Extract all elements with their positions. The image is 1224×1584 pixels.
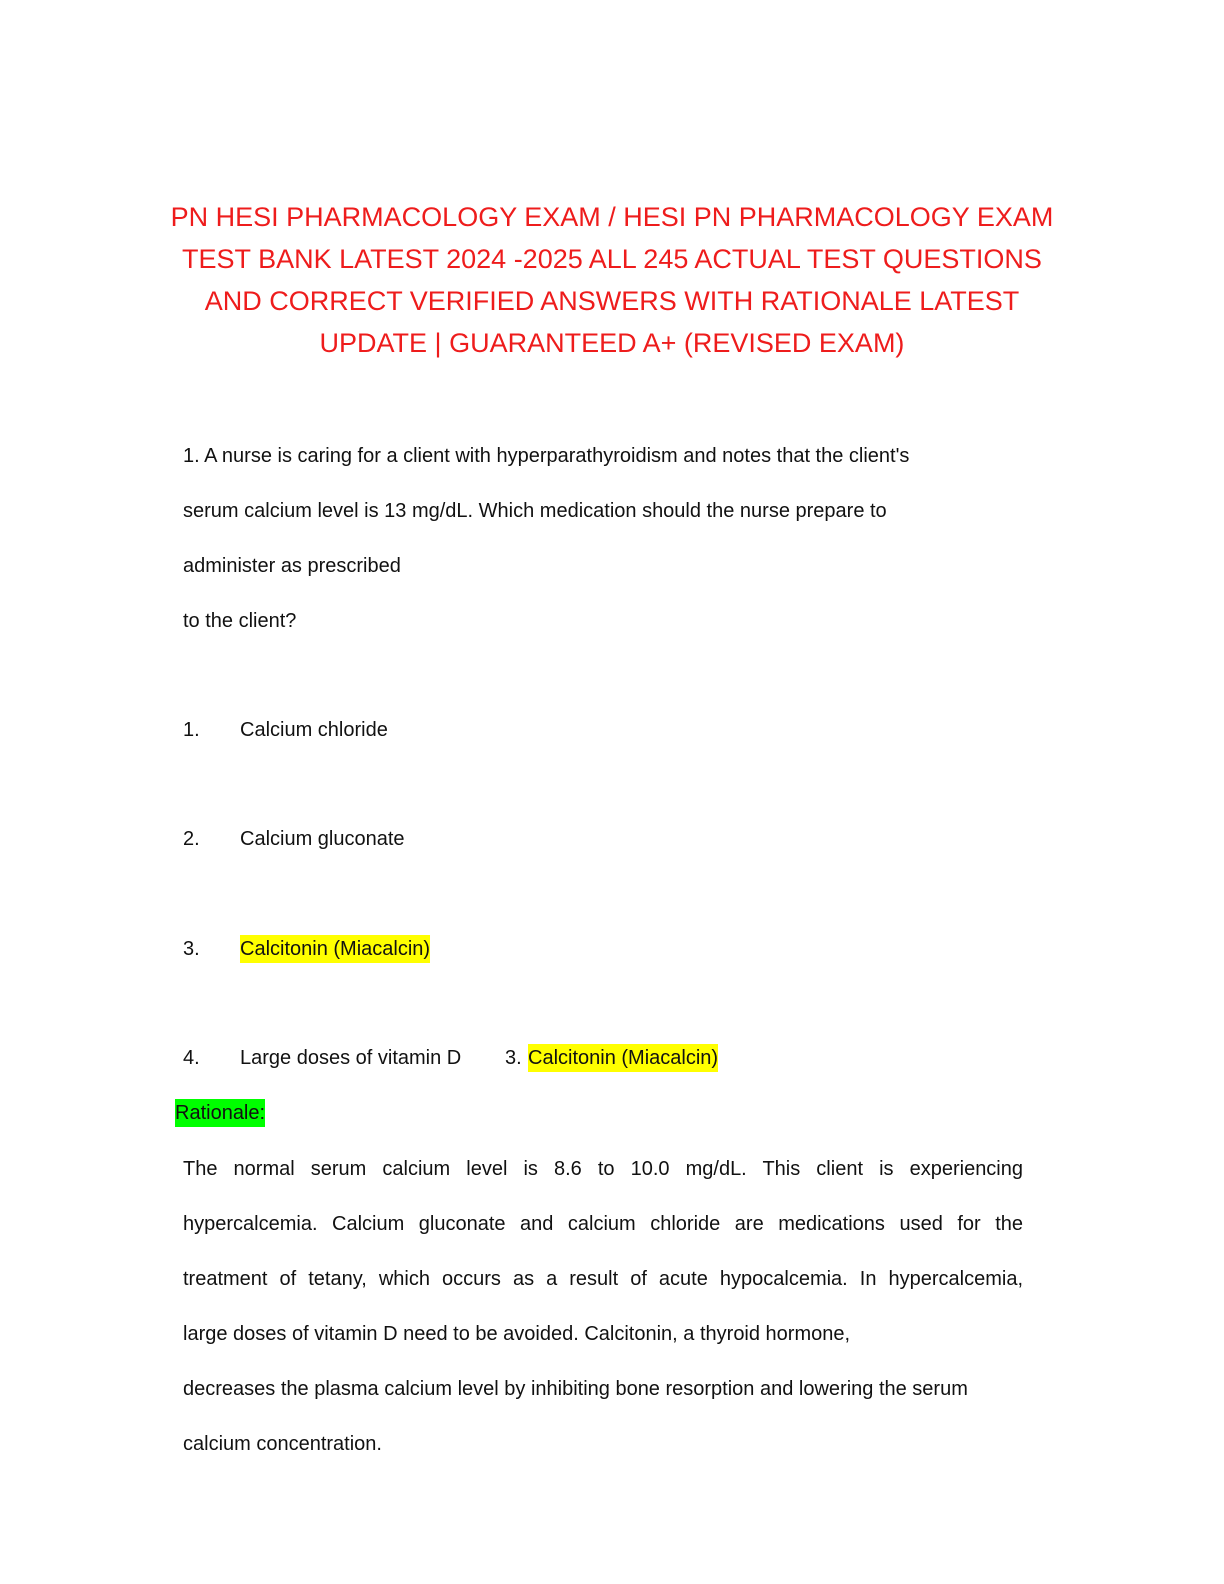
option-text: Calcium gluconate bbox=[240, 828, 405, 850]
answer-text: Calcitonin (Miacalcin) bbox=[528, 1044, 718, 1072]
question-line: administer as prescribed bbox=[183, 555, 401, 577]
rationale-line: large doses of vitamin D need to be avoided. Calcitonin, a thyroid hormone, bbox=[183, 1323, 851, 1345]
title-line: TEST BANK LATEST 2024 -2025 ALL 245 ACTUAL TEST QUESTIONS bbox=[182, 244, 1042, 274]
correct-option-text: Calcitonin (Miacalcin) bbox=[240, 935, 430, 963]
title-line: AND CORRECT VERIFIED ANSWERS WITH RATIONALE LATEST bbox=[204, 286, 1020, 316]
option-number: 3. bbox=[183, 938, 200, 960]
rationale-line: hypercalcemia. Calcium gluconate and calcium chloride are medications used for the bbox=[183, 1213, 1023, 1235]
option-text: Calcium chloride bbox=[240, 719, 388, 741]
document-title bbox=[120, 196, 1104, 364]
question-line: serum calcium level is 13 mg/dL. Which medication should the nurse prepare to bbox=[183, 500, 887, 522]
rationale-line: decreases the plasma calcium level by inhibiting bone resorption and lowering the serum bbox=[183, 1378, 968, 1400]
option-number: 4. bbox=[183, 1047, 200, 1069]
option-number: 1. bbox=[183, 719, 200, 741]
answer-number: 3. bbox=[505, 1047, 522, 1069]
rationale-line: calcium concentration. bbox=[183, 1433, 382, 1455]
rationale-line: The normal serum calcium level is 8.6 to 10.0 mg/dL. This client is experiencing bbox=[183, 1158, 1023, 1180]
option-text: Large doses of vitamin D bbox=[240, 1047, 462, 1069]
option-number: 2. bbox=[183, 828, 200, 850]
rationale-label: Rationale: bbox=[175, 1099, 265, 1127]
title-line: PN HESI PHARMACOLOGY EXAM / HESI PN PHARMACOLOGY EXAM bbox=[170, 202, 1054, 232]
question-line: 1. A nurse is caring for a client with hyperparathyroidism and notes that the client's bbox=[183, 445, 910, 467]
question-line: to the client? bbox=[183, 610, 297, 632]
rationale-line: treatment of tetany, which occurs as a result of acute hypocalcemia. In hypercalcemia, bbox=[183, 1268, 1023, 1290]
title-line: UPDATE | GUARANTEED A+ (REVISED EXAM) bbox=[319, 328, 905, 358]
